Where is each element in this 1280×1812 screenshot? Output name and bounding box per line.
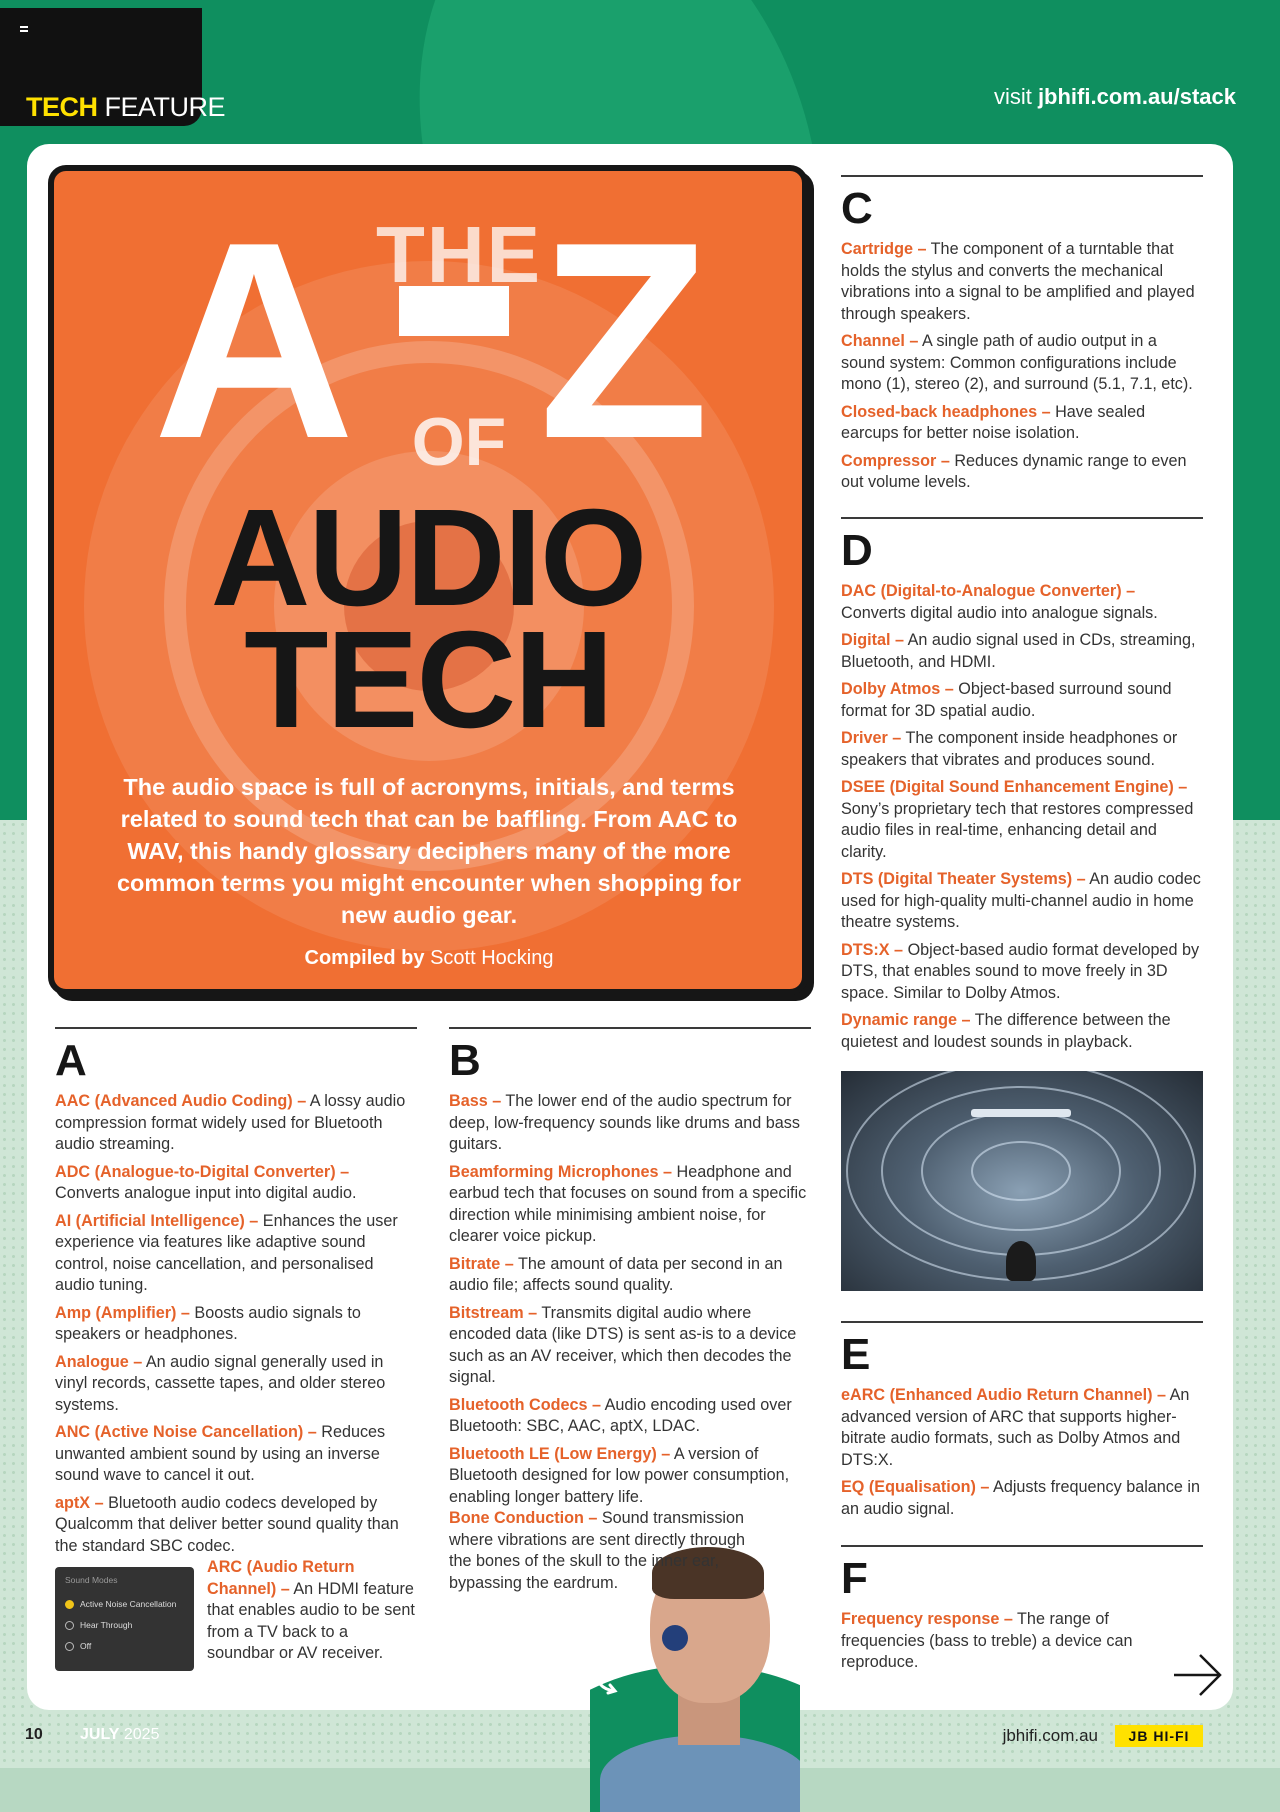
glossary-entry: aptX – Bluetooth audio codecs developed by Qualcomm that deliver better sound quality than the standard SBC codec. [55, 1493, 399, 1555]
glossary-entry: Analogue – An audio signal generally used in vinyl records, cassette tapes, and older stereo systems. [55, 1352, 386, 1414]
hero-panel [48, 165, 808, 995]
sound-modes-header: Sound Modes [65, 1575, 118, 1585]
glossary-entry: EQ (Equalisation) – Adjusts frequency balance in an audio signal. [841, 1478, 1200, 1518]
glossary-entry: Dolby Atmos – Object-based surround sound format for 3D spatial audio. [841, 680, 1172, 720]
glossary-entry: Amp (Amplifier) – Boosts audio signals to speakers or headphones. [55, 1303, 361, 1343]
section-letter: E [841, 1330, 871, 1379]
section-letter: C [841, 184, 873, 233]
sound-wave [971, 1141, 1071, 1201]
glossary-entry: DTS (Digital Theater Systems) – An audio codec used for high-quality multi-channel audio in home theatre systems. [841, 870, 1201, 931]
title-audio: AUDIO [210, 481, 646, 635]
glossary-entry: Channel – A single path of audio output in a sound system: Common configurations include mono (1), stereo (2), and surround (5.1, 7.1, etc). [841, 332, 1193, 393]
bone-conduction-headphone [662, 1625, 688, 1651]
section-tab [0, 8, 226, 126]
glossary-entry: Bitrate – The amount of data per second in an audio file; affects sound quality. [449, 1254, 783, 1294]
glossary-entry: ADC (Analogue-to-Digital Converter) – Converts analogue input into digital audio. [55, 1162, 357, 1202]
author-credit: Compiled by Scott Hocking [304, 947, 554, 969]
next-page-arrow-icon[interactable] [1170, 1650, 1226, 1700]
section-letter: D [841, 526, 873, 575]
radio-icon [65, 1621, 74, 1630]
glossary-entry: ARC (Audio Return Channel) – An HDMI feature that enables audio to be sent from a TV back to a soundbar or AV receiver. [207, 1558, 415, 1662]
surround-sound-photo [841, 1071, 1203, 1291]
jbhifi-logo: JB HI-FI [1115, 1725, 1203, 1747]
section-rule [841, 175, 1203, 177]
glossary-entry: Bone Conduction – Sound transmission where vibrations are sent directly through the bones of the skull to the inner ear, bypassing the eardrum. [449, 1509, 746, 1592]
section-letter: F [841, 1554, 868, 1603]
glossary-entry: Frequency response – The range of frequencies (bass to treble) a device can reproduce. [841, 1610, 1133, 1671]
glossary-entry: Bass – The lower end of the audio spectrum for deep, low-frequency sounds like drums and bass guitars. [449, 1092, 800, 1153]
section-d [841, 517, 1203, 1059]
section-rule [841, 1545, 1203, 1547]
radio-selected-icon [65, 1600, 74, 1609]
title-tech: TECH [244, 603, 612, 757]
section-letter: B [449, 1036, 481, 1085]
footer-url[interactable]: jbhifi.com.au [1002, 1726, 1098, 1745]
sound-modes-screenshot [55, 1567, 194, 1671]
sound-mode-option: Off [65, 1641, 184, 1651]
glossary-entry: Dynamic range – The difference between the quietest and loudest sounds in playback. [841, 1011, 1171, 1051]
section-a [55, 1027, 417, 1563]
sound-mode-option: Hear Through [65, 1620, 184, 1630]
section-rule [841, 517, 1203, 519]
section-label: TECH FEATURE [26, 92, 226, 122]
glossary-entry: DSEE (Digital Sound Enhancement Engine) – Sony’s proprietary tech that restores compressed audio files in real-time, enhancing detail and clarity. [841, 778, 1194, 861]
title-z: Z [538, 185, 710, 497]
listener [1006, 1241, 1036, 1281]
glossary-entry: Bluetooth Codecs – Audio encoding used over Bluetooth: SBC, AAC, aptX, LDAC. [449, 1395, 792, 1435]
arc-entry-block [207, 1557, 417, 1671]
issue-date: JULY 2025 [80, 1726, 160, 1743]
glossary-entry: ANC (Active Noise Cancellation) – Reduces unwanted ambient sound by using an inverse sound wave to cancel it out. [55, 1423, 386, 1484]
glossary-entry: Bitstream – Transmits digital audio where encoded data (like DTS) is sent as-is to a device such as an AV receiver, which then decodes the signal. [449, 1303, 797, 1386]
section-letter: A [55, 1036, 87, 1085]
section-b [449, 1027, 811, 1514]
glossary-entry: Digital – An audio signal used in CDs, streaming, Bluetooth, and HDMI. [841, 631, 1196, 671]
section-rule [841, 1321, 1203, 1323]
intro-text: The audio space is full of acronyms, initials, and terms related to sound tech that can be baffling. From AAC to WAV, this handy glossary deciphers many of the more common terms you might encounter when shopping for new audio gear. [116, 774, 742, 928]
section-c [841, 175, 1203, 500]
radio-icon [65, 1642, 74, 1651]
soundbar [971, 1109, 1071, 1117]
glossary-entry: Compressor – Reduces dynamic range to even out volume levels. [841, 451, 1187, 491]
section-f [841, 1545, 1203, 1680]
glossary-entry: Driver – The component inside headphones or speakers that vibrates and produces sound. [841, 729, 1178, 769]
glossary-entry: Cartridge – The component of a turntable that holds the stylus and converts the mechanical vibrations into a signal to be amplified and played through speakers. [841, 240, 1195, 323]
bone-conduction-entry [449, 1508, 799, 1600]
section-rule [55, 1027, 417, 1029]
glossary-entry: eARC (Enhanced Audio Return Channel) – An advanced version of ARC that supports higher-bitrate audio formats, such as Dolby Atmos and DTS:X. [841, 1386, 1190, 1469]
glossary-entry: Closed-back headphones – Have sealed earcups for better noise isolation. [841, 402, 1146, 442]
glossary-entry: AAC (Advanced Audio Coding) – A lossy audio compression format widely used for Bluetooth audio streaming. [55, 1092, 406, 1153]
section-rule [449, 1027, 811, 1029]
visit-link[interactable]: visit jbhifi.com.au/stack [993, 84, 1236, 109]
title-of: OF [411, 404, 507, 480]
sound-mode-option: Active Noise Cancellation [65, 1599, 184, 1609]
title-a: A [152, 185, 356, 497]
glossary-entry: Beamforming Microphones – Headphone and earbud tech that focuses on sound from a specific direction while minimising ambient noise, for clearer voice pickup. [449, 1162, 807, 1245]
glossary-entry: Bluetooth LE (Low Energy) – A version of Bluetooth designed for low power consumption, enabling longer battery life. [449, 1444, 790, 1506]
hand-cursor-icon [590, 1665, 620, 1695]
menu-icon[interactable] [20, 26, 28, 32]
glossary-entry: DTS:X – Object-based audio format developed by DTS, that enables sound to move freely in 3D space. Similar to Dolby Atmos. [841, 940, 1200, 1002]
page-number: 10 [25, 1726, 43, 1743]
section-e [841, 1321, 1203, 1526]
glossary-entry: DAC (Digital-to-Analogue Converter) – Converts digital audio into analogue signals. [841, 582, 1158, 622]
glossary-entry: AI (Artificial Intelligence) – Enhances the user experience via features like adaptive sound control, noise cancellation, and personalised audio tuning. [55, 1211, 398, 1294]
title-the: THE [376, 210, 542, 299]
